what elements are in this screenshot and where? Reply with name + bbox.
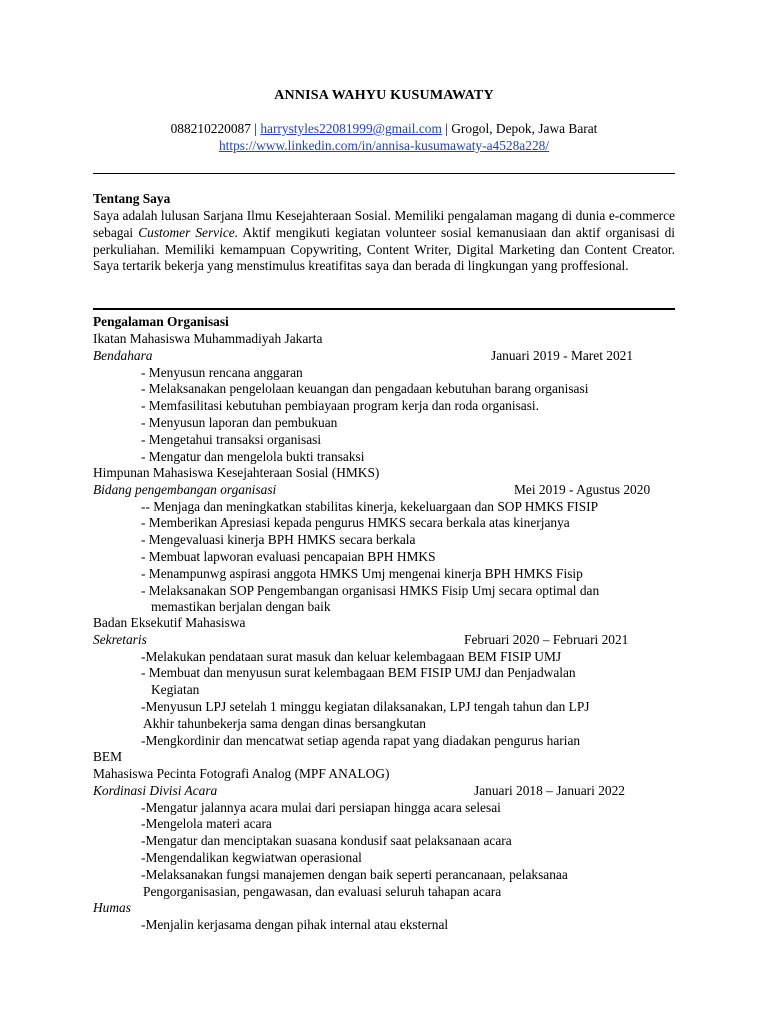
linkedin-line xyxy=(93,138,675,155)
list-item: - Membuat dan menyusun surat kelembagaan BEM FISIP UMJ dan Penjadwalan xyxy=(141,665,576,681)
org-role-row xyxy=(93,900,675,917)
list-item: - Mengevaluasi kinerja BPH HMKS secara berkala xyxy=(141,532,416,548)
org-date: Januari 2019 - Maret 2021 xyxy=(491,347,634,363)
list-item: -Mengkordinir dan mencatwat setiap agenda rapat yang diadakan pengurus harian xyxy=(141,732,581,748)
about-text xyxy=(93,208,675,275)
list-item: - Menampunwg aspirasi anggota HMKS Umj mengenai kinerja BPH HMKS Fisip xyxy=(141,565,583,581)
list-item: - Mengatur dan mengelola bukti transaksi xyxy=(141,448,365,464)
separator: | xyxy=(441,121,452,136)
list-item-continuation: Pengorganisasian, pengawasan, dan evaluasi seluruh tahapan acara xyxy=(143,883,502,899)
list-item: -Mengelola materi acara xyxy=(141,816,272,832)
list-item: -Mengatur dan menciptakan suasana kondusif saat pelaksanaan acara xyxy=(141,833,512,849)
org-role-row xyxy=(93,348,675,365)
org-date: Februari 2020 – Februari 2021 xyxy=(464,631,629,647)
about-text-part: Saya adalah lulusan Sarjana Ilmu Kesejahteraan Sosial. Memiliki pengalaman magang di dunia e-commerce sebagai xyxy=(93,208,675,240)
org-name: Ikatan Mahasiswa Muhammadiyah Jakarta xyxy=(93,331,323,346)
org-role: Sekretaris xyxy=(93,631,147,647)
list-item: -Menjalin kerjasama dengan pihak internal atau eksternal xyxy=(141,917,449,933)
org-role: Bendahara xyxy=(93,347,153,363)
org-date: Januari 2018 – Januari 2022 xyxy=(474,782,625,798)
separator: | xyxy=(250,121,261,136)
org-entry xyxy=(93,331,675,465)
org-name: Mahasiswa Pecinta Fotografi Analog (MPF ANALOG) xyxy=(93,766,390,781)
linkedin-link[interactable]: https://www.linkedin.com/in/annisa-kusumawaty-a4528a228/ xyxy=(218,138,550,153)
org-role-row xyxy=(93,632,675,649)
email-link[interactable]: harrystyles22081999@gmail.com xyxy=(260,121,442,136)
list-item: - Melaksanakan SOP Pengembangan organisasi HMKS Fisip Umj secara optimal dan xyxy=(141,582,600,598)
org-entry xyxy=(93,465,675,616)
about-heading: Tentang Saya xyxy=(93,191,171,206)
org-role-row xyxy=(93,482,675,499)
list-item: -Melaksanakan fungsi manajemen dengan baik seperti perancanaan, pelaksanaa xyxy=(141,866,568,882)
location: Grogol, Depok, Jawa Barat xyxy=(451,121,598,136)
list-item: - Mengetahui transaksi organisasi xyxy=(141,431,322,447)
contact-line xyxy=(93,121,675,138)
org-date: Mei 2019 - Agustus 2020 xyxy=(514,481,651,497)
org-name: Badan Eksekutif Mahasiswa xyxy=(93,615,246,630)
about-text-part: Aktif mengikuti kegiatan volunteer sosial kemanusiaan dan aktif organisasi di perkuliahan. Memiliki kemampuan Copywriting, Content Writer, Digital Marketing dan Content Creator. Saya tertarik bekerja yang menstimulus kreatifitas saya dan berada di lingkungan yang proffesional. xyxy=(93,224,675,274)
list-item: -Melakukan pendataan surat masuk dan keluar kelembagaan BEM FISIP UMJ xyxy=(141,648,562,664)
org-entry xyxy=(93,615,675,766)
about-text-italic: Customer Service. xyxy=(138,224,239,240)
org-role: Humas xyxy=(93,900,131,916)
organization-heading: Pengalaman Organisasi xyxy=(93,314,229,329)
divider xyxy=(93,308,675,310)
org-role: Kordinasi Divisi Acara xyxy=(93,782,218,798)
list-item: - Membuat lapworan evaluasi pencapaian BPH HMKS xyxy=(141,548,436,564)
list-item: -Mengendalikan kegwiatwan operasional xyxy=(141,849,362,865)
list-item: -Menyusun LPJ setelah 1 minggu kegiatan dilaksanakan, LPJ tengah tahun dan LPJ xyxy=(141,698,590,714)
org-role-row xyxy=(93,783,675,800)
phone-number: 088210220087 xyxy=(170,121,251,136)
list-item: - Menyusun laporan dan pembukuan xyxy=(141,414,338,430)
list-item-continuation: Akhir tahunbekerja sama dengan dinas bersangkutan xyxy=(143,715,426,731)
divider xyxy=(93,173,675,174)
org-role: Bidang pengembangan organisasi xyxy=(93,481,277,497)
list-item: -- Menjaga dan meningkatkan stabilitas kinerja, kekeluargaan dan SOP HMKS FISIP xyxy=(141,498,599,514)
list-item: - Memfasilitasi kebutuhan pembiayaan program kerja dan roda organisasi. xyxy=(141,398,539,414)
list-item: -Mengatur jalannya acara mulai dari persiapan hingga acara selesai xyxy=(141,799,501,815)
org-entry xyxy=(93,766,675,934)
list-item-continuation: memastikan berjalan dengan baik xyxy=(151,599,331,615)
list-item-continuation: BEM xyxy=(93,749,123,765)
candidate-name: ANNISA WAHYU KUSUMAWATY xyxy=(274,88,494,103)
org-name: Himpunan Mahasiswa Kesejahteraan Sosial (HMKS) xyxy=(93,465,380,480)
list-item: - Menyusun rencana anggaran xyxy=(141,364,303,380)
list-item: - Melaksanakan pengelolaan keuangan dan pengadaan kebutuhan barang organisasi xyxy=(141,381,589,397)
list-item: - Memberikan Apresiasi kepada pengurus HMKS secara berkala atas kinerjanya xyxy=(141,515,570,531)
list-item-continuation: Kegiatan xyxy=(151,682,200,698)
